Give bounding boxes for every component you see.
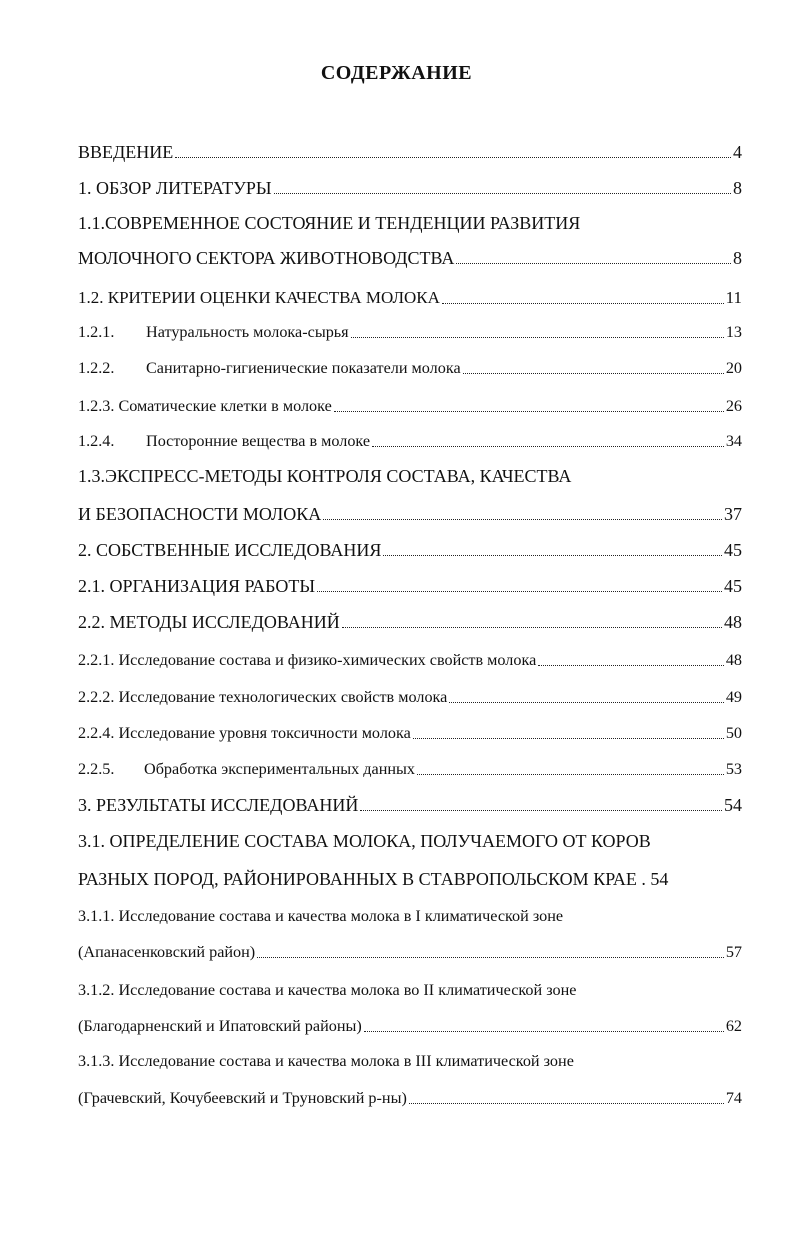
toc-entry-page: 13 bbox=[725, 323, 742, 341]
toc-entry-title: 3.1.1. Исследование состава и качества молока в I климатической зоне bbox=[78, 907, 564, 925]
toc-entry-page: 37 bbox=[724, 504, 742, 524]
toc-entry-title: 1.2. КРИТЕРИИ ОЦЕНКИ КАЧЕСТВА МОЛОКА bbox=[78, 288, 440, 307]
toc-entry-title: ЭКСПРЕСС-МЕТОДЫ КОНТРОЛЯ СОСТАВА, КАЧЕСТВА bbox=[105, 466, 572, 486]
toc-entry-page: 26 bbox=[725, 397, 742, 415]
dot-leader bbox=[456, 263, 731, 264]
toc-entry[interactable] bbox=[78, 757, 742, 781]
toc-entry-number: 1.1. bbox=[78, 213, 105, 233]
toc-entry-title: 3. РЕЗУЛЬТАТЫ ИССЛЕДОВАНИЙ bbox=[78, 795, 359, 815]
dot-leader bbox=[317, 591, 722, 592]
toc-entry-page: 45 bbox=[724, 540, 742, 560]
toc-entry[interactable] bbox=[78, 464, 571, 488]
toc-entry-number: 1.2.4. bbox=[78, 432, 115, 450]
toc-entry[interactable] bbox=[78, 829, 651, 853]
toc-entry-number: 1.2.1. bbox=[78, 323, 115, 341]
toc-entry[interactable] bbox=[78, 246, 742, 270]
toc-entry[interactable] bbox=[78, 978, 576, 1002]
dot-leader bbox=[274, 193, 731, 194]
dot-leader bbox=[364, 1031, 724, 1032]
toc-entry-title: РАЗНЫХ ПОРОД, РАЙОНИРОВАННЫХ В СТАВРОПОЛЬСКОМ КРАЕ . 54 bbox=[78, 869, 669, 889]
dot-leader bbox=[417, 774, 724, 775]
toc-entry-page: 45 bbox=[724, 576, 742, 596]
toc-entry-title: Посторонние вещества в молоке bbox=[146, 432, 371, 450]
toc-entry-page: 8 bbox=[733, 178, 742, 198]
toc-entry[interactable] bbox=[78, 538, 742, 562]
dot-leader bbox=[538, 665, 724, 666]
toc-entry-number: 1.3. bbox=[78, 466, 105, 486]
dot-leader bbox=[323, 519, 722, 520]
dot-leader bbox=[372, 446, 724, 447]
toc-entry-page: 4 bbox=[733, 142, 742, 162]
dot-leader bbox=[383, 555, 722, 556]
toc-entry-page: 49 bbox=[725, 688, 742, 706]
toc-entry[interactable] bbox=[78, 721, 742, 745]
toc-entry-title: 2. СОБСТВЕННЫЕ ИССЛЕДОВАНИЯ bbox=[78, 540, 382, 560]
toc-entry-page: 48 bbox=[724, 612, 742, 632]
toc-entry-page: 34 bbox=[725, 432, 742, 450]
toc-entry[interactable] bbox=[78, 867, 668, 891]
toc-entry-title: (Грачевский, Кочубеевский и Труновский р-ны) bbox=[78, 1089, 407, 1107]
toc-entry-title: 3.1.2. Исследование состава и качества молока во II климатической зоне bbox=[78, 981, 577, 999]
toc-entry-title: Санитарно-гигиенические показатели молока bbox=[146, 359, 461, 377]
dot-leader bbox=[175, 157, 731, 158]
toc-entry-page: 57 bbox=[725, 943, 742, 961]
dot-leader bbox=[334, 411, 724, 412]
toc-entry[interactable] bbox=[78, 502, 742, 526]
toc-entry-title: 2.2. МЕТОДЫ ИССЛЕДОВАНИЙ bbox=[78, 612, 340, 632]
toc-entry-title: 1. ОБЗОР ЛИТЕРАТУРЫ bbox=[78, 178, 272, 198]
toc-entry-page: 11 bbox=[725, 288, 742, 307]
toc-entry[interactable] bbox=[78, 429, 742, 453]
toc-entry-title: 3.1. ОПРЕДЕЛЕНИЕ СОСТАВА МОЛОКА, ПОЛУЧАЕМОГО ОТ КОРОВ bbox=[78, 831, 651, 851]
toc-entry-page: 48 bbox=[725, 651, 742, 669]
dot-leader bbox=[351, 337, 724, 338]
dot-leader bbox=[463, 373, 724, 374]
toc-entry[interactable] bbox=[78, 1086, 742, 1110]
toc-entry-page: 53 bbox=[725, 760, 742, 778]
toc-entry[interactable] bbox=[78, 574, 742, 598]
toc-entry-title: И БЕЗОПАСНОСТИ МОЛОКА bbox=[78, 504, 322, 524]
toc-entry-title: (Апанасенковский район) bbox=[78, 943, 256, 961]
toc-entry-page: 20 bbox=[725, 359, 742, 377]
toc-entry-title: 2.2.1. Исследование состава и физико-химических свойств молока bbox=[78, 651, 537, 669]
toc-entry-title: МОЛОЧНОГО СЕКТОРА ЖИВОТНОВОДСТВА bbox=[78, 248, 455, 268]
toc-entry-number: 1.2.2. bbox=[78, 359, 115, 377]
dot-leader bbox=[342, 627, 722, 628]
dot-leader bbox=[442, 303, 724, 304]
toc-entry[interactable] bbox=[78, 793, 742, 817]
toc-entry[interactable] bbox=[78, 1014, 742, 1038]
toc-entry[interactable] bbox=[78, 1049, 574, 1073]
toc-entry[interactable] bbox=[78, 176, 742, 200]
toc-entry[interactable] bbox=[78, 356, 742, 380]
toc-entry[interactable] bbox=[78, 685, 742, 709]
dot-leader bbox=[449, 702, 723, 703]
toc-entry-page: 8 bbox=[733, 248, 742, 268]
toc-entry[interactable] bbox=[78, 904, 563, 928]
toc-entry-title: 2.2.4. Исследование уровня токсичности молока bbox=[78, 724, 411, 742]
toc-entry-title: 2.1. ОРГАНИЗАЦИЯ РАБОТЫ bbox=[78, 576, 316, 596]
toc-entry[interactable] bbox=[78, 394, 742, 418]
toc-entry[interactable] bbox=[78, 286, 742, 310]
toc-entry-page: 74 bbox=[725, 1089, 742, 1107]
toc-entry-page: 54 bbox=[724, 795, 742, 815]
toc-entry-title: ВВЕДЕНИЕ bbox=[78, 142, 174, 162]
toc-entry-title: (Благодарненский и Ипатовский районы) bbox=[78, 1017, 362, 1035]
dot-leader bbox=[360, 810, 722, 811]
toc-entry[interactable] bbox=[78, 610, 742, 634]
dot-leader bbox=[257, 957, 724, 958]
toc-entry-number: 2.2.5. bbox=[78, 760, 115, 778]
toc-entry[interactable] bbox=[78, 211, 580, 235]
toc-entry-page: 50 bbox=[725, 724, 742, 742]
toc-entry-title: 1.2.3. Соматические клетки в молоке bbox=[78, 397, 332, 415]
toc-entry-title: Обработка экспериментальных данных bbox=[144, 760, 415, 778]
toc-entry-page: 62 bbox=[725, 1017, 742, 1035]
toc-entry-title: Натуральность молока-сырья bbox=[146, 323, 349, 341]
dot-leader bbox=[409, 1103, 724, 1104]
toc-entry-title: СОВРЕМЕННОЕ СОСТОЯНИЕ И ТЕНДЕНЦИИ РАЗВИТИЯ bbox=[105, 213, 581, 233]
toc-entry[interactable] bbox=[78, 320, 742, 344]
toc-entry[interactable] bbox=[78, 940, 742, 964]
toc-entry-title: 3.1.3. Исследование состава и качества молока в III климатической зоне bbox=[78, 1052, 574, 1070]
toc-entry[interactable] bbox=[78, 648, 742, 672]
toc-entry[interactable] bbox=[78, 140, 742, 164]
page-title: СОДЕРЖАНИЕ bbox=[320, 62, 473, 84]
dot-leader bbox=[413, 738, 724, 739]
toc-entry-title: 2.2.2. Исследование технологических свойств молока bbox=[78, 688, 448, 706]
